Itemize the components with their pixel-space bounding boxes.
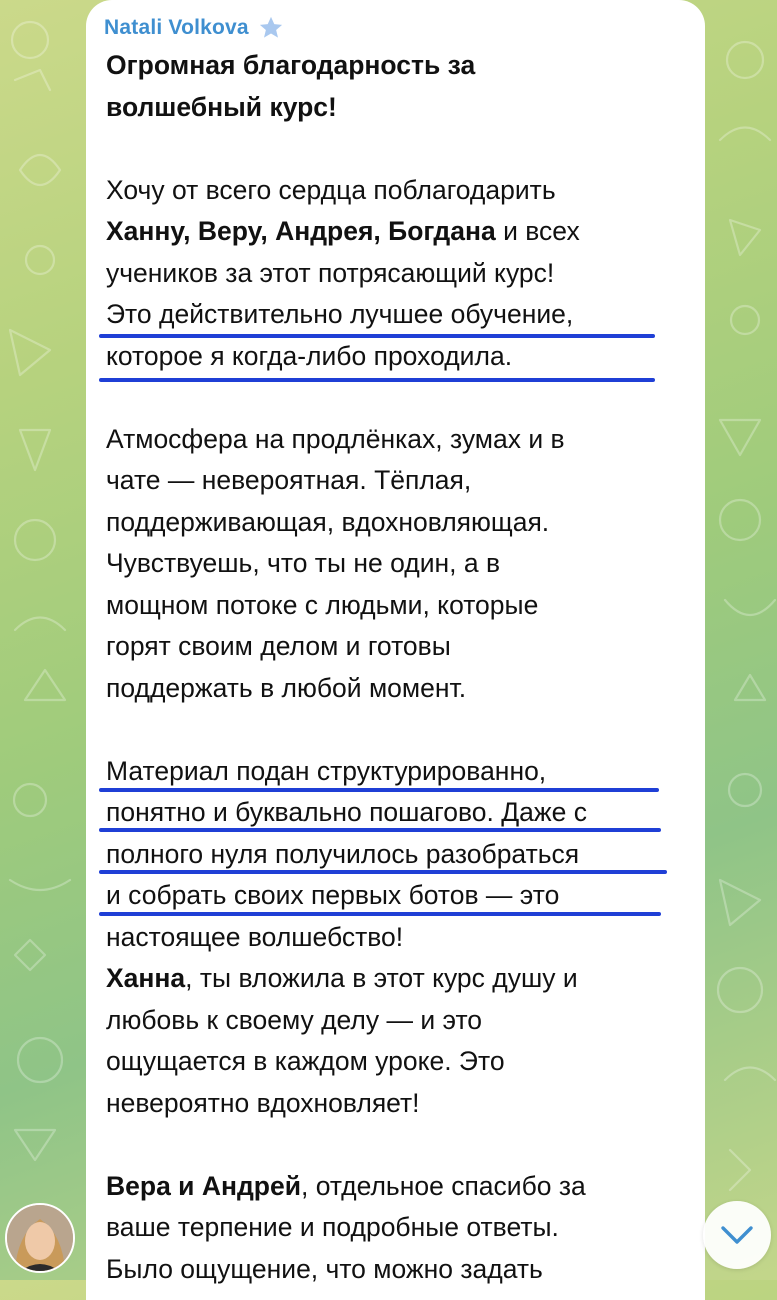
paragraph-line — [106, 1166, 685, 1208]
message-title-line: волшебный курс! — [106, 91, 337, 122]
paragraph-line: понятно и буквально пошагово. Даже с — [106, 797, 587, 827]
paragraph-line: ощущается в каждом уроке. Это — [106, 1046, 505, 1076]
paragraph-line: которое я когда-либо проходила. — [106, 340, 513, 371]
message-sender — [104, 14, 685, 42]
paragraph-line — [106, 958, 685, 1000]
paragraph-line: настоящее волшебство! — [106, 921, 404, 952]
paragraph-line: невероятно вдохновляет! — [106, 1087, 420, 1118]
message-bubble[interactable] — [86, 0, 705, 1300]
bold-names: Ханну, Веру, Андрея, Богдана — [106, 216, 496, 246]
star-icon — [257, 14, 285, 42]
highlight-underline — [99, 334, 655, 338]
paragraph-line: чате — невероятная. Тёплая, — [106, 465, 472, 495]
message-text — [106, 45, 685, 1290]
highlight-underline — [99, 828, 661, 832]
paragraph-line: полного нуля получилось разобраться — [106, 838, 580, 869]
paragraph-line: любовь к своему делу — и это — [106, 1004, 483, 1035]
paragraph-line: учеников за этот потрясающий курс! — [106, 257, 555, 288]
message-title-line: Огромная благодарность за — [106, 50, 476, 80]
scroll-down-button[interactable] — [703, 1201, 771, 1269]
paragraph-line: Чувствуешь, что ты не один, а в — [106, 548, 501, 578]
highlight-underline — [99, 788, 659, 792]
paragraph-line: Было ощущение, что можно задать — [106, 1253, 543, 1284]
sender-name[interactable]: Natali Volkova — [104, 16, 249, 39]
chevron-down-icon — [720, 1224, 754, 1246]
highlight-underline — [99, 912, 661, 916]
paragraph-line: Материал подан структурированно, — [106, 755, 547, 786]
paragraph-line: мощном потоке с людьми, которые — [106, 589, 539, 620]
paragraph-line: горят своим делом и готовы — [106, 631, 451, 661]
sender-avatar[interactable] — [5, 1203, 75, 1273]
highlight-underline — [99, 378, 655, 382]
paragraph-line: Хочу от всего сердца поблагодарить — [106, 174, 556, 205]
paragraph-line: поддержать в любой момент. — [106, 672, 467, 703]
paragraph-line: Это действительно лучшее обучение, — [106, 299, 574, 329]
paragraph-line: поддерживающая, вдохновляющая. — [106, 506, 550, 537]
bold-names: Вера и Андрей — [106, 1170, 301, 1201]
highlight-underline — [99, 870, 667, 874]
text-span: , отдельное спасибо за — [301, 1170, 586, 1201]
text-span: и всех — [495, 216, 580, 246]
avatar-image — [7, 1205, 73, 1271]
paragraph-line — [106, 211, 685, 253]
text-span: , ты вложила в этот курс душу и — [185, 963, 578, 993]
paragraph-line: Атмосфера на продлёнках, зумах и в — [106, 423, 565, 454]
bold-name: Ханна — [106, 963, 186, 993]
paragraph-line: и собрать своих первых ботов — это — [106, 880, 560, 910]
paragraph-line: ваше терпение и подробные ответы. — [106, 1212, 559, 1242]
